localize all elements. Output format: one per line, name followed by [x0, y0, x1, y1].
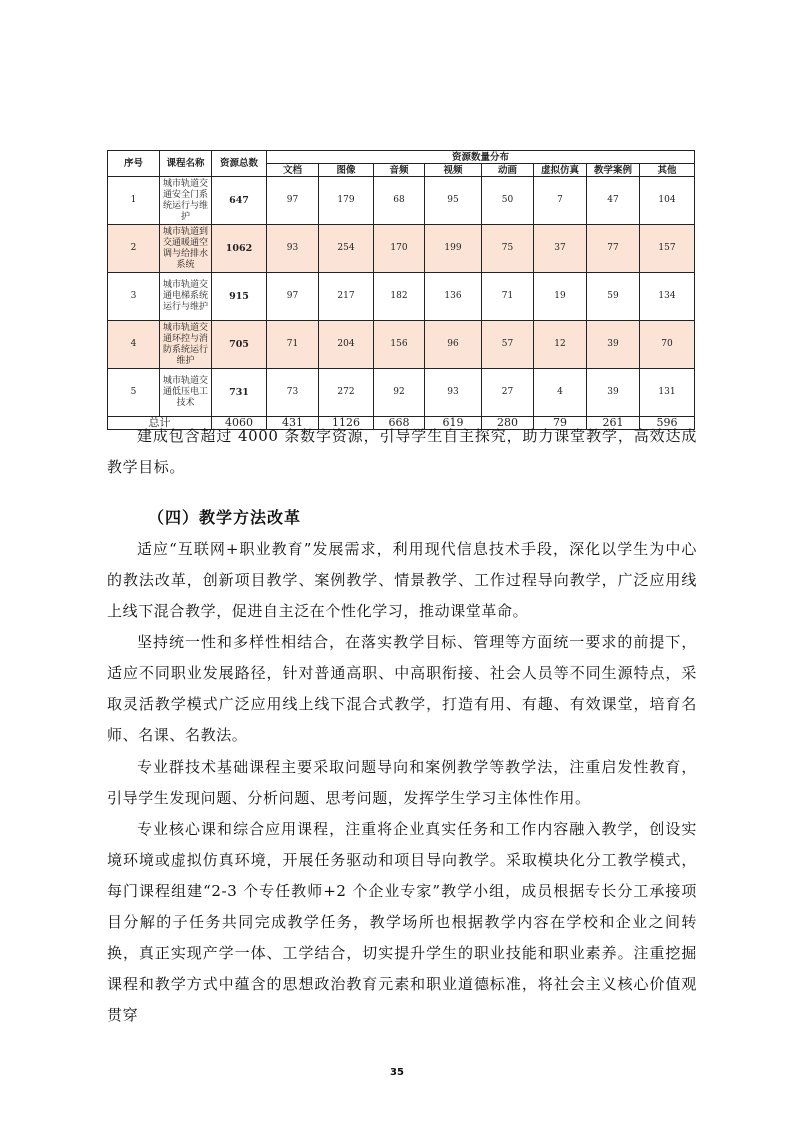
- row-value: 75: [482, 225, 534, 273]
- table-row: [108, 321, 695, 369]
- row-value: 97: [267, 177, 319, 225]
- summary-value: 261: [587, 417, 640, 430]
- row-value: 27: [482, 369, 534, 417]
- row-value: 50: [482, 177, 534, 225]
- row-value: 134: [640, 273, 695, 321]
- summary-value: 431: [267, 417, 319, 430]
- row-value: 39: [587, 369, 640, 417]
- row-seq: 5: [108, 369, 160, 417]
- section-heading: （四）教学方法改革: [148, 508, 302, 527]
- row-value: 199: [425, 225, 482, 273]
- row-value: 73: [267, 369, 319, 417]
- row-value: 12: [534, 321, 587, 369]
- row-value: 77: [587, 225, 640, 273]
- row-value: 182: [374, 273, 425, 321]
- table-row: [108, 225, 695, 273]
- header-type: 动画: [482, 164, 534, 177]
- row-value: 37: [534, 225, 587, 273]
- row-total: 915: [212, 273, 267, 321]
- row-value: 157: [640, 225, 695, 273]
- row-value: 59: [587, 273, 640, 321]
- summary-total: 4060: [212, 417, 267, 430]
- row-total: 1062: [212, 225, 267, 273]
- table-row: [108, 177, 695, 225]
- row-course-name: 城市轨道交通安全门系统运行与维护: [160, 177, 212, 225]
- row-seq: 2: [108, 225, 160, 273]
- row-value: 4: [534, 369, 587, 417]
- row-total: 705: [212, 321, 267, 369]
- row-value: 217: [319, 273, 374, 321]
- row-course-name: 城市轨道交通低压电工技术: [160, 369, 212, 417]
- row-value: 92: [374, 369, 425, 417]
- row-value: 156: [374, 321, 425, 369]
- row-value: 71: [482, 273, 534, 321]
- row-value: 70: [640, 321, 695, 369]
- paragraph-2: 坚持统一性和多样性相结合，在落实教学目标、管理等方面统一要求的前提下，适应不同职业发展路径，针对普通高职、中高职衔接、社会人员等不同生源特点，采取灵活教学模式广泛应用线上线下混合式教学，打造有用、有趣、有效课堂，培育名师、名课、名教法。: [107, 633, 697, 744]
- header-type: 虚拟仿真: [534, 164, 587, 177]
- table-row: [108, 369, 695, 417]
- row-value: 93: [425, 369, 482, 417]
- row-value: 104: [640, 177, 695, 225]
- row-value: 93: [267, 225, 319, 273]
- row-value: 131: [640, 369, 695, 417]
- row-value: 97: [267, 273, 319, 321]
- row-course-name: 城市轨道交通电梯系统运行与维护: [160, 273, 212, 321]
- row-value: 272: [319, 369, 374, 417]
- header-seq: 序号: [108, 151, 160, 177]
- row-value: 96: [425, 321, 482, 369]
- row-value: 254: [319, 225, 374, 273]
- header-type: 其他: [640, 164, 695, 177]
- row-value: 204: [319, 321, 374, 369]
- summary-value: 668: [374, 417, 425, 430]
- resource-table: [107, 150, 695, 430]
- row-value: 179: [319, 177, 374, 225]
- summary-label: 总计: [108, 417, 212, 430]
- row-seq: 3: [108, 273, 160, 321]
- summary-value: 1126: [319, 417, 374, 430]
- table-row: [108, 273, 695, 321]
- row-value: 170: [374, 225, 425, 273]
- row-total: 647: [212, 177, 267, 225]
- paragraph-resources: 建成包含超过 4000 条数字资源，引导学生自主探究，助力课堂教学，高效达成教学目标。: [107, 427, 697, 476]
- header-course: 课程名称: [160, 151, 212, 177]
- header-type: 图像: [319, 164, 374, 177]
- header-distribution: 资源数量分布: [267, 151, 695, 164]
- row-value: 71: [267, 321, 319, 369]
- paragraph-1: 适应“互联网+职业教育”发展需求，利用现代信息技术手段，深化以学生为中心的教法改革，创新项目教学、案例教学、情景教学、工作过程导向教学，广泛应用线上线下混合教学，促进自主泛在个性化学习，推动课堂革命。: [107, 540, 697, 620]
- row-seq: 4: [108, 321, 160, 369]
- summary-value: 596: [640, 417, 695, 430]
- summary-value: 619: [425, 417, 482, 430]
- row-value: 39: [587, 321, 640, 369]
- row-value: 68: [374, 177, 425, 225]
- page-number: 35: [390, 1067, 404, 1078]
- paragraph-4: 专业核心课和综合应用课程，注重将企业真实任务和工作内容融入教学，创设实境环境或虚拟仿真环境，开展任务驱动和项目导向教学。采取模块化分工教学模式，每门课程组建“2-3 个专任教师+2 个企业专家”教学小组，成员根据专长分工承接项目分解的子任务共同完成教学任务，教学场所也根据教学内容在学校和企业之间转换，真正实现产学一体、工学结合，切实提升学生的职业技能和职业素养。注重挖掘课程和教学方式中蕴含的思想政治教育元素和职业道德标准，将社会主义核心价值观贯穿: [107, 820, 697, 1024]
- summary-value: 280: [482, 417, 534, 430]
- row-course-name: 城市轨道到交通暖通空调与给排水系统: [160, 225, 212, 273]
- header-total: 资源总数: [212, 151, 267, 177]
- row-total: 731: [212, 369, 267, 417]
- row-seq: 1: [108, 177, 160, 225]
- row-value: 95: [425, 177, 482, 225]
- row-value: 19: [534, 273, 587, 321]
- row-course-name: 城市轨道交通环控与消防系统运行维护: [160, 321, 212, 369]
- summary-value: 79: [534, 417, 587, 430]
- header-type: 视频: [425, 164, 482, 177]
- row-value: 7: [534, 177, 587, 225]
- header-type: 教学案例: [587, 164, 640, 177]
- header-type: 音频: [374, 164, 425, 177]
- row-value: 136: [425, 273, 482, 321]
- row-value: 57: [482, 321, 534, 369]
- header-type: 文档: [267, 164, 319, 177]
- paragraph-3: 专业群技术基础课程主要采取问题导向和案例教学等教学法，注重启发性教育，引导学生发现问题、分析问题、思考问题，发挥学生学习主体性作用。: [107, 758, 697, 807]
- row-value: 47: [587, 177, 640, 225]
